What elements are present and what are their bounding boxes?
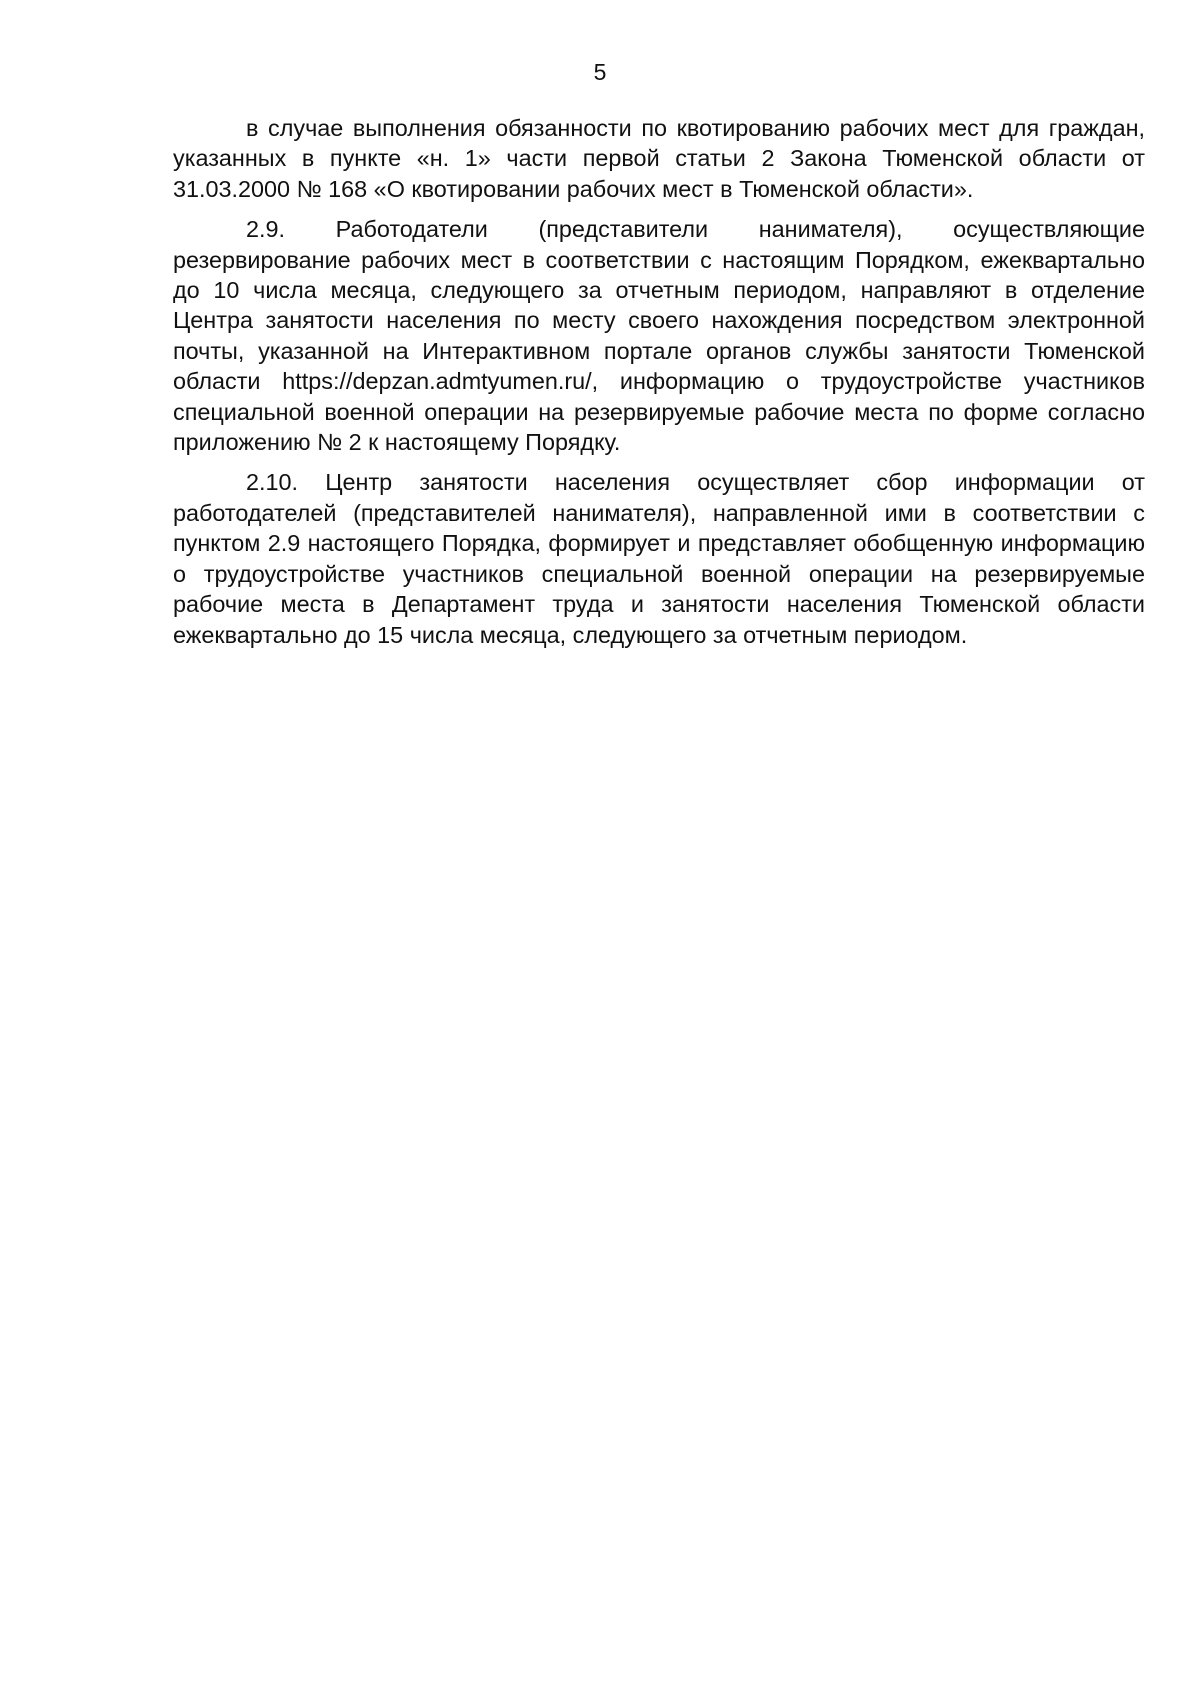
paragraph-2-10: 2.10. Центр занятости населения осуществляет сбор информации от работодателей (представителей нанимателя), направленной ими в соответствии с пунктом 2.9 настоящего Порядка, формирует и представляет обобщенную информацию о трудоустройстве участников специальной военной операции на резервируемые рабочие места в Департамент труда и занятости населения Тюменской области ежеквартально до 15 числа месяца, следующего за отчетным периодом. <box>173 469 1145 648</box>
page-number: 5 <box>593 59 607 85</box>
paragraph-quota-clause: в случае выполнения обязанности по квотированию рабочих мест для граждан, указанных в пункте «н. 1» части первой статьи 2 Закона Тюменской области от 31.03.2000 № 168 «О квотировании рабочих мест в Тюменской области». <box>173 115 1145 202</box>
document-body <box>173 113 1145 650</box>
paragraph-2-9: 2.9. Работодатели (представители нанимателя), осуществляющие резервирование рабочих мест в соответствии с настоящим Порядком, ежеквартально до 10 числа месяца, следующего за отчетным периодом, направляют в отделение Центра занятости населения по месту своего нахождения посредством электронной почты, указанной на Интерактивном портале органов службы занятости Тюменской области https://depzan.admtyumen.ru/, информацию о трудоустройстве участников специальной военной операции на резервируемые рабочие места по форме согласно приложению № 2 к настоящему Порядку. <box>173 216 1145 456</box>
